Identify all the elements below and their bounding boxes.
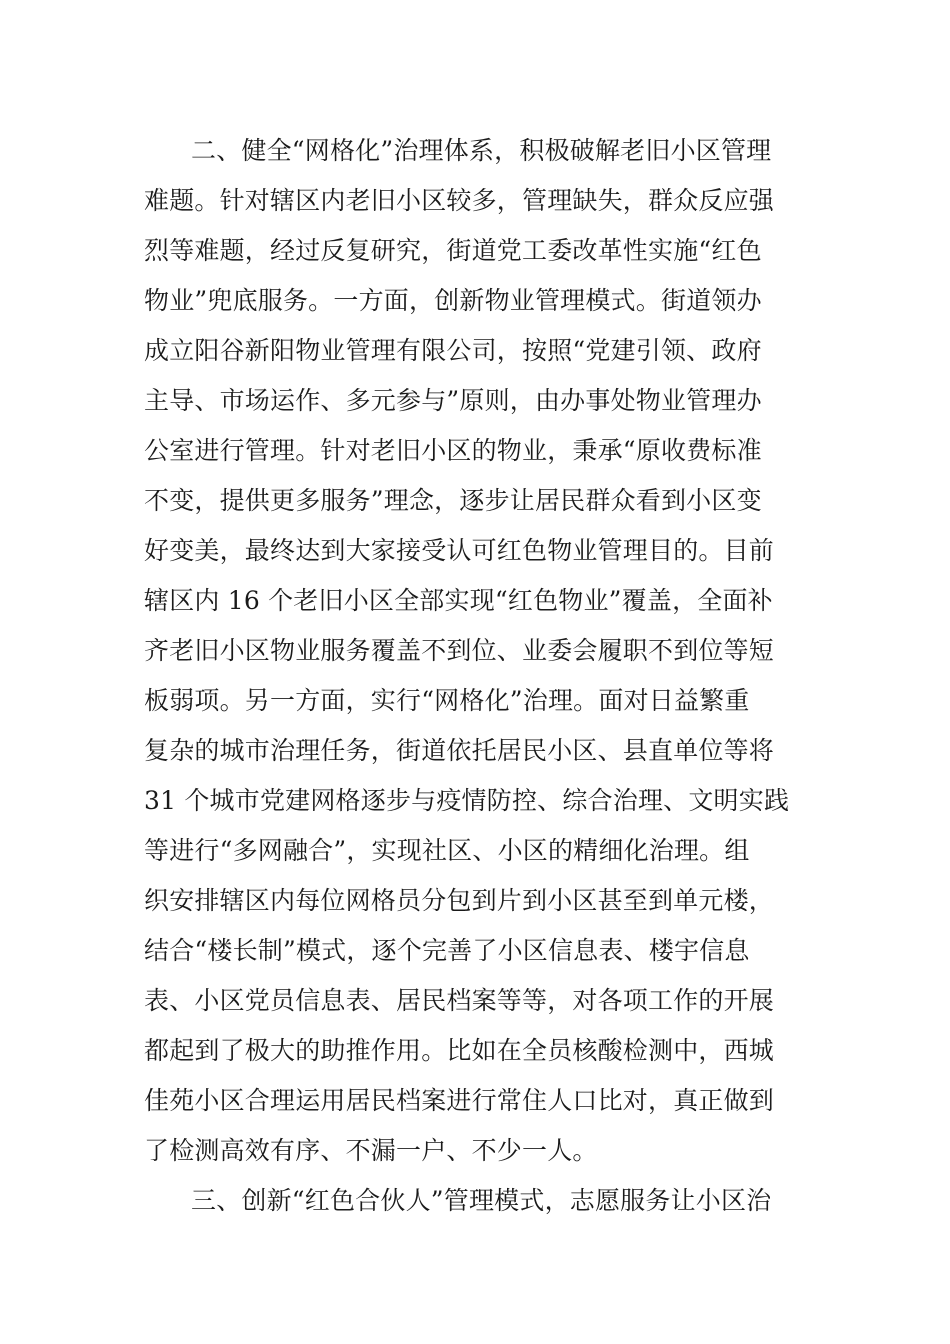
paragraph-2-line-9: 好变美，最终达到大家接受认可红色物业管理目的。目前 [144,536,775,565]
paragraph-2-line-2: 难题。针对辖区内老旧小区较多，管理缺失，群众反应强 [144,186,775,215]
paragraph-2-line-8: 不变，提供更多服务”理念，逐步让居民群众看到小区变 [144,486,762,515]
paragraph-2-line-10: 辖区内 16 个老旧小区全部实现“红色物业”覆盖，全面补 [144,586,773,615]
paragraph-2-line-13: 复杂的城市治理任务，街道依托居民小区、县直单位等将 [144,736,775,765]
paragraph-2-line-19: 都起到了极大的助推作用。比如在全员核酸检测中，西城 [144,1036,775,1065]
paragraph-2-line-3: 烈等难题，经过反复研究，街道党工委改革性实施“红色 [144,236,762,265]
paragraph-2-line-12: 板弱项。另一方面，实行“网格化”治理。面对日益繁重 [144,686,750,715]
paragraph-3-line-1: 三、创新“红色合伙人”管理模式，志愿服务让小区治 [191,1186,772,1215]
paragraph-2-line-7: 公室进行管理。针对老旧小区的物业，秉承“原收费标准 [144,436,762,465]
paragraph-2-line-11: 齐老旧小区物业服务覆盖不到位、业委会履职不到位等短 [144,636,775,665]
paragraph-2-line-6: 主导、市场运作、多元参与”原则，由办事处物业管理办 [144,386,762,415]
paragraph-2-line-21: 了检测高效有序、不漏一户、不少一人。 [144,1136,598,1165]
paragraph-2-line-4: 物业”兜底服务。一方面，创新物业管理模式。街道领办 [144,286,762,315]
paragraph-2-line-5: 成立阳谷新阳物业管理有限公司，按照“党建引领、政府 [144,336,762,365]
paragraph-2-line-16: 织安排辖区内每位网格员分包到片到小区甚至到单元楼， [144,886,775,915]
paragraph-2-line-1: 二、健全“网格化”治理体系，积极破解老旧小区管理 [191,136,772,165]
paragraph-2-line-18: 表、小区党员信息表、居民档案等等，对各项工作的开展 [144,986,775,1015]
paragraph-2-line-15: 等进行“多网融合”，实现社区、小区的精细化治理。组 [144,836,750,865]
paragraph-2-line-17: 结合“楼长制”模式，逐个完善了小区信息表、楼宇信息 [144,936,750,965]
paragraph-2-line-14: 31 个城市党建网格逐步与疫情防控、综合治理、文明实践 [144,786,790,815]
paragraph-2-line-20: 佳苑小区合理运用居民档案进行常住人口比对，真正做到 [144,1086,775,1115]
